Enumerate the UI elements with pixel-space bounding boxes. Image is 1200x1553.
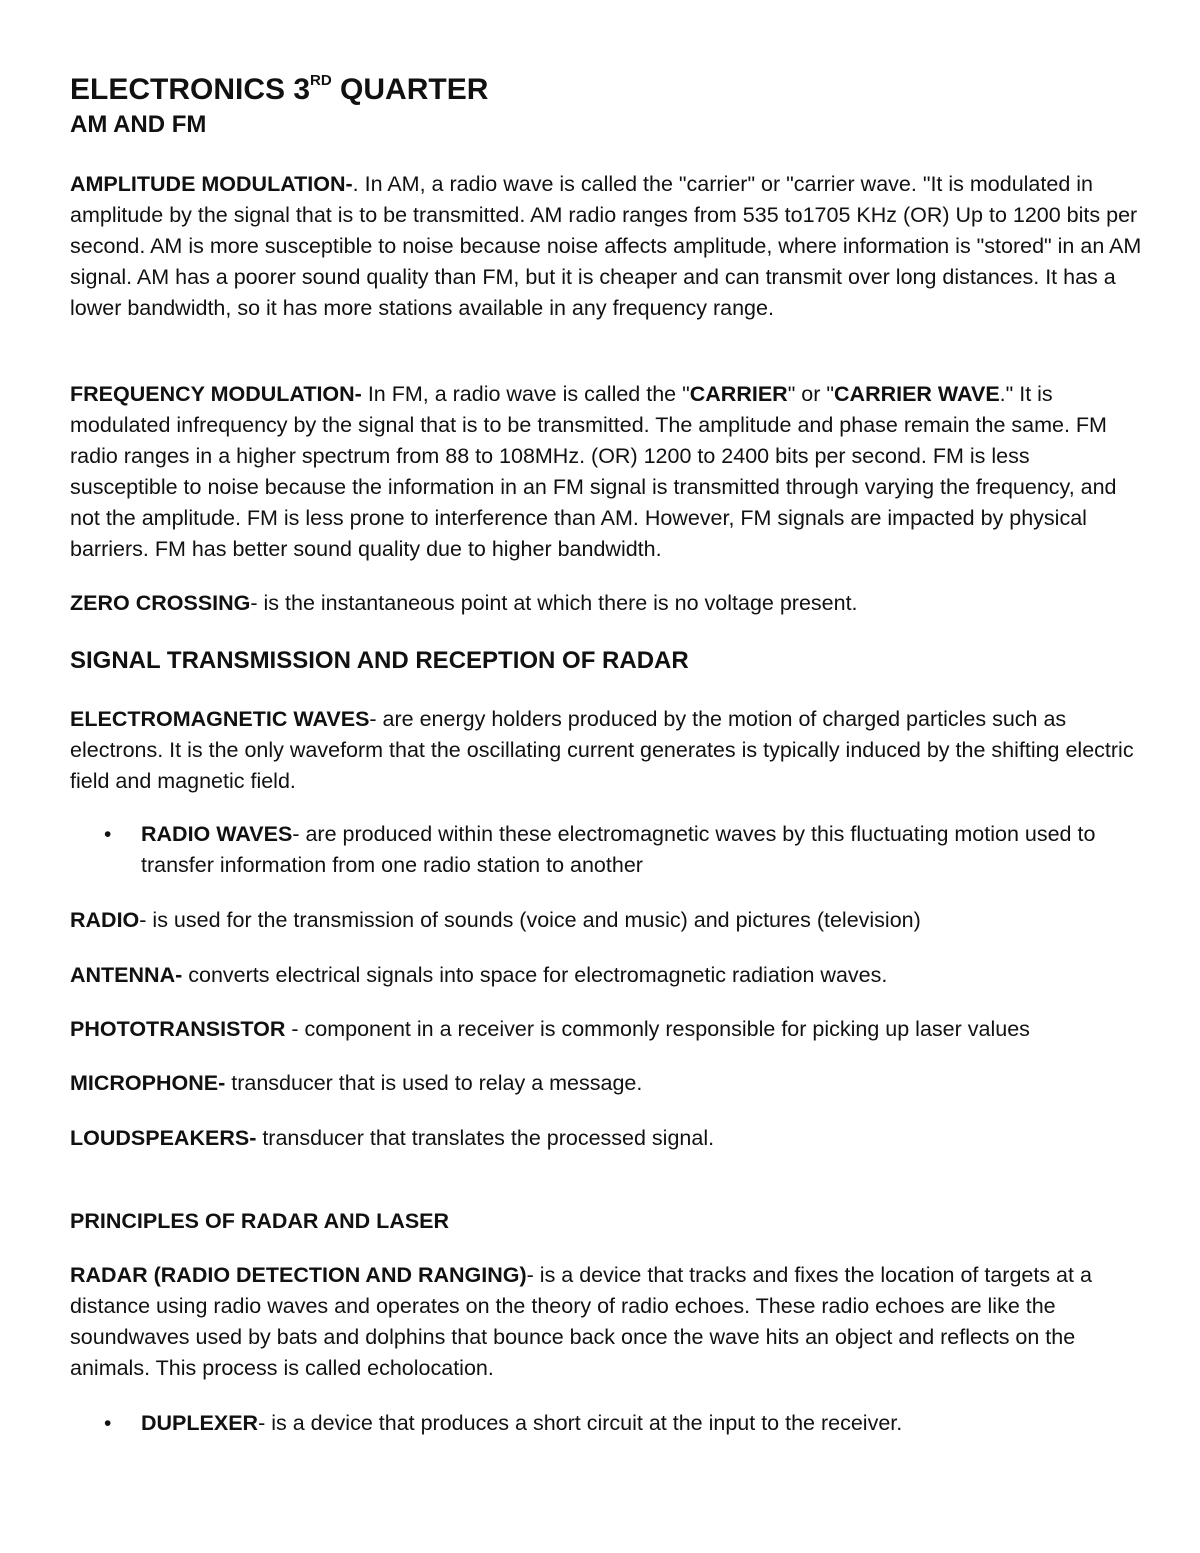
- term-carrier: CARRIER: [689, 382, 788, 406]
- title-main: ELECTRONICS 3: [70, 73, 311, 106]
- paragraph-loudspeakers: [70, 1123, 1142, 1154]
- text-phototransistor: - component in a receiver is commonly responsible for picking up laser values: [285, 1017, 1030, 1041]
- term-zero-crossing: ZERO CROSSING: [70, 591, 251, 615]
- paragraph-radar: [70, 1260, 1142, 1384]
- text-antenna: converts electrical signals into space for electromagnetic radiation waves.: [182, 963, 888, 987]
- term-electromagnetic-waves: ELECTROMAGNETIC WAVES: [70, 707, 370, 731]
- text-microphone: transducer that is used to relay a message.: [225, 1071, 643, 1095]
- section-heading-signal-transmission: SIGNAL TRANSMISSION AND RECEPTION OF RADAR: [70, 647, 689, 674]
- paragraph-radio: [70, 905, 1142, 936]
- section-heading-am-fm: AM AND FM: [70, 111, 207, 138]
- bullet-icon: •: [104, 823, 112, 846]
- title-superscript: RD: [310, 72, 332, 89]
- text-fm-2: " or ": [787, 382, 835, 406]
- list-item-radio-waves: [104, 819, 1134, 881]
- paragraph-microphone: [70, 1068, 1142, 1099]
- title-tail: QUARTER: [331, 73, 489, 106]
- text-radio-waves: - are produced within these electromagnetic waves by this fluctuating motion used to transfer information from one radio station to another: [141, 822, 1096, 877]
- text-radio: - is used for the transmission of sounds (voice and music) and pictures (television): [139, 908, 921, 932]
- term-carrier-wave: CARRIER WAVE: [834, 382, 1000, 406]
- text-fm-3: ." It is modulated infrequency by the signal that is to be transmitted. The amplitude and phase remain the same. FM radio ranges in a higher spectrum from 88 to 108MHz. (OR) 1200 to 2400 bits per second. FM is less susceptible to noise because the information in an FM signal is transmitted through varying the frequency, and not the amplitude. FM is less prone to interference than AM. However, FM signals are impacted by physical barriers. FM has better sound quality due to higher bandwidth.: [70, 382, 1117, 561]
- text-radar: - is a device that tracks and fixes the location of targets at a distance using radio waves and operates on the theory of radio echoes. These radio echoes are like the soundwaves used by bats and dolphins that bounce back once the wave hits an object and reflects on the animals. This process is called echolocation.: [70, 1263, 1092, 1380]
- term-amplitude-modulation: AMPLITUDE MODULATION-: [70, 172, 353, 196]
- paragraph-electromagnetic-waves: [70, 704, 1142, 797]
- paragraph-frequency-modulation: [70, 379, 1142, 565]
- list-item-text: [104, 819, 1134, 881]
- text-amplitude-modulation: . In AM, a radio wave is called the "carrier" or "carrier wave. "It is modulated in amplitude by the signal that is to be transmitted. AM radio ranges from 535 to1705 KHz (OR) Up to 1200 bits per second. AM is more susceptible to noise because noise affects amplitude, where information is "stored" in an AM signal. AM has a poorer sound quality than FM, but it is cheaper and can transmit over long distances. It has a lower bandwidth, so it has more stations available in any frequency range.: [70, 172, 1142, 320]
- text-duplexer: - is a device that produces a short circuit at the input to the receiver.: [258, 1411, 903, 1435]
- paragraph-zero-crossing: [70, 588, 1142, 619]
- term-microphone: MICROPHONE-: [70, 1071, 226, 1095]
- document-title: [70, 72, 488, 108]
- text-electromagnetic-waves: - are energy holders produced by the motion of charged particles such as electrons. It is the only waveform that the oscillating current generates is typically induced by the shifting electric field and magnetic field.: [70, 707, 1134, 793]
- list-item-text: [104, 1408, 1134, 1439]
- term-frequency-modulation: FREQUENCY MODULATION-: [70, 382, 362, 406]
- text-fm-1: In FM, a radio wave is called the ": [361, 382, 690, 406]
- text-zero-crossing: - is the instantaneous point at which there is no voltage present.: [250, 591, 858, 615]
- bullet-icon: •: [104, 1412, 112, 1435]
- paragraph-phototransistor: [70, 1014, 1142, 1045]
- term-radio-waves: RADIO WAVES: [141, 822, 293, 846]
- term-phototransistor: PHOTOTRANSISTOR: [70, 1017, 286, 1041]
- section-heading-principles-radar-laser: PRINCIPLES OF RADAR AND LASER: [70, 1209, 450, 1233]
- term-radar: RADAR (RADIO DETECTION AND RANGING): [70, 1263, 527, 1287]
- term-loudspeakers: LOUDSPEAKERS-: [70, 1126, 257, 1150]
- text-loudspeakers: transducer that translates the processed signal.: [256, 1126, 715, 1150]
- term-radio: RADIO: [70, 908, 140, 932]
- list-item-duplexer: [104, 1408, 1134, 1439]
- term-antenna: ANTENNA-: [70, 963, 183, 987]
- paragraph-antenna: [70, 960, 1142, 991]
- paragraph-amplitude-modulation: [70, 169, 1142, 324]
- term-duplexer: DUPLEXER: [141, 1411, 259, 1435]
